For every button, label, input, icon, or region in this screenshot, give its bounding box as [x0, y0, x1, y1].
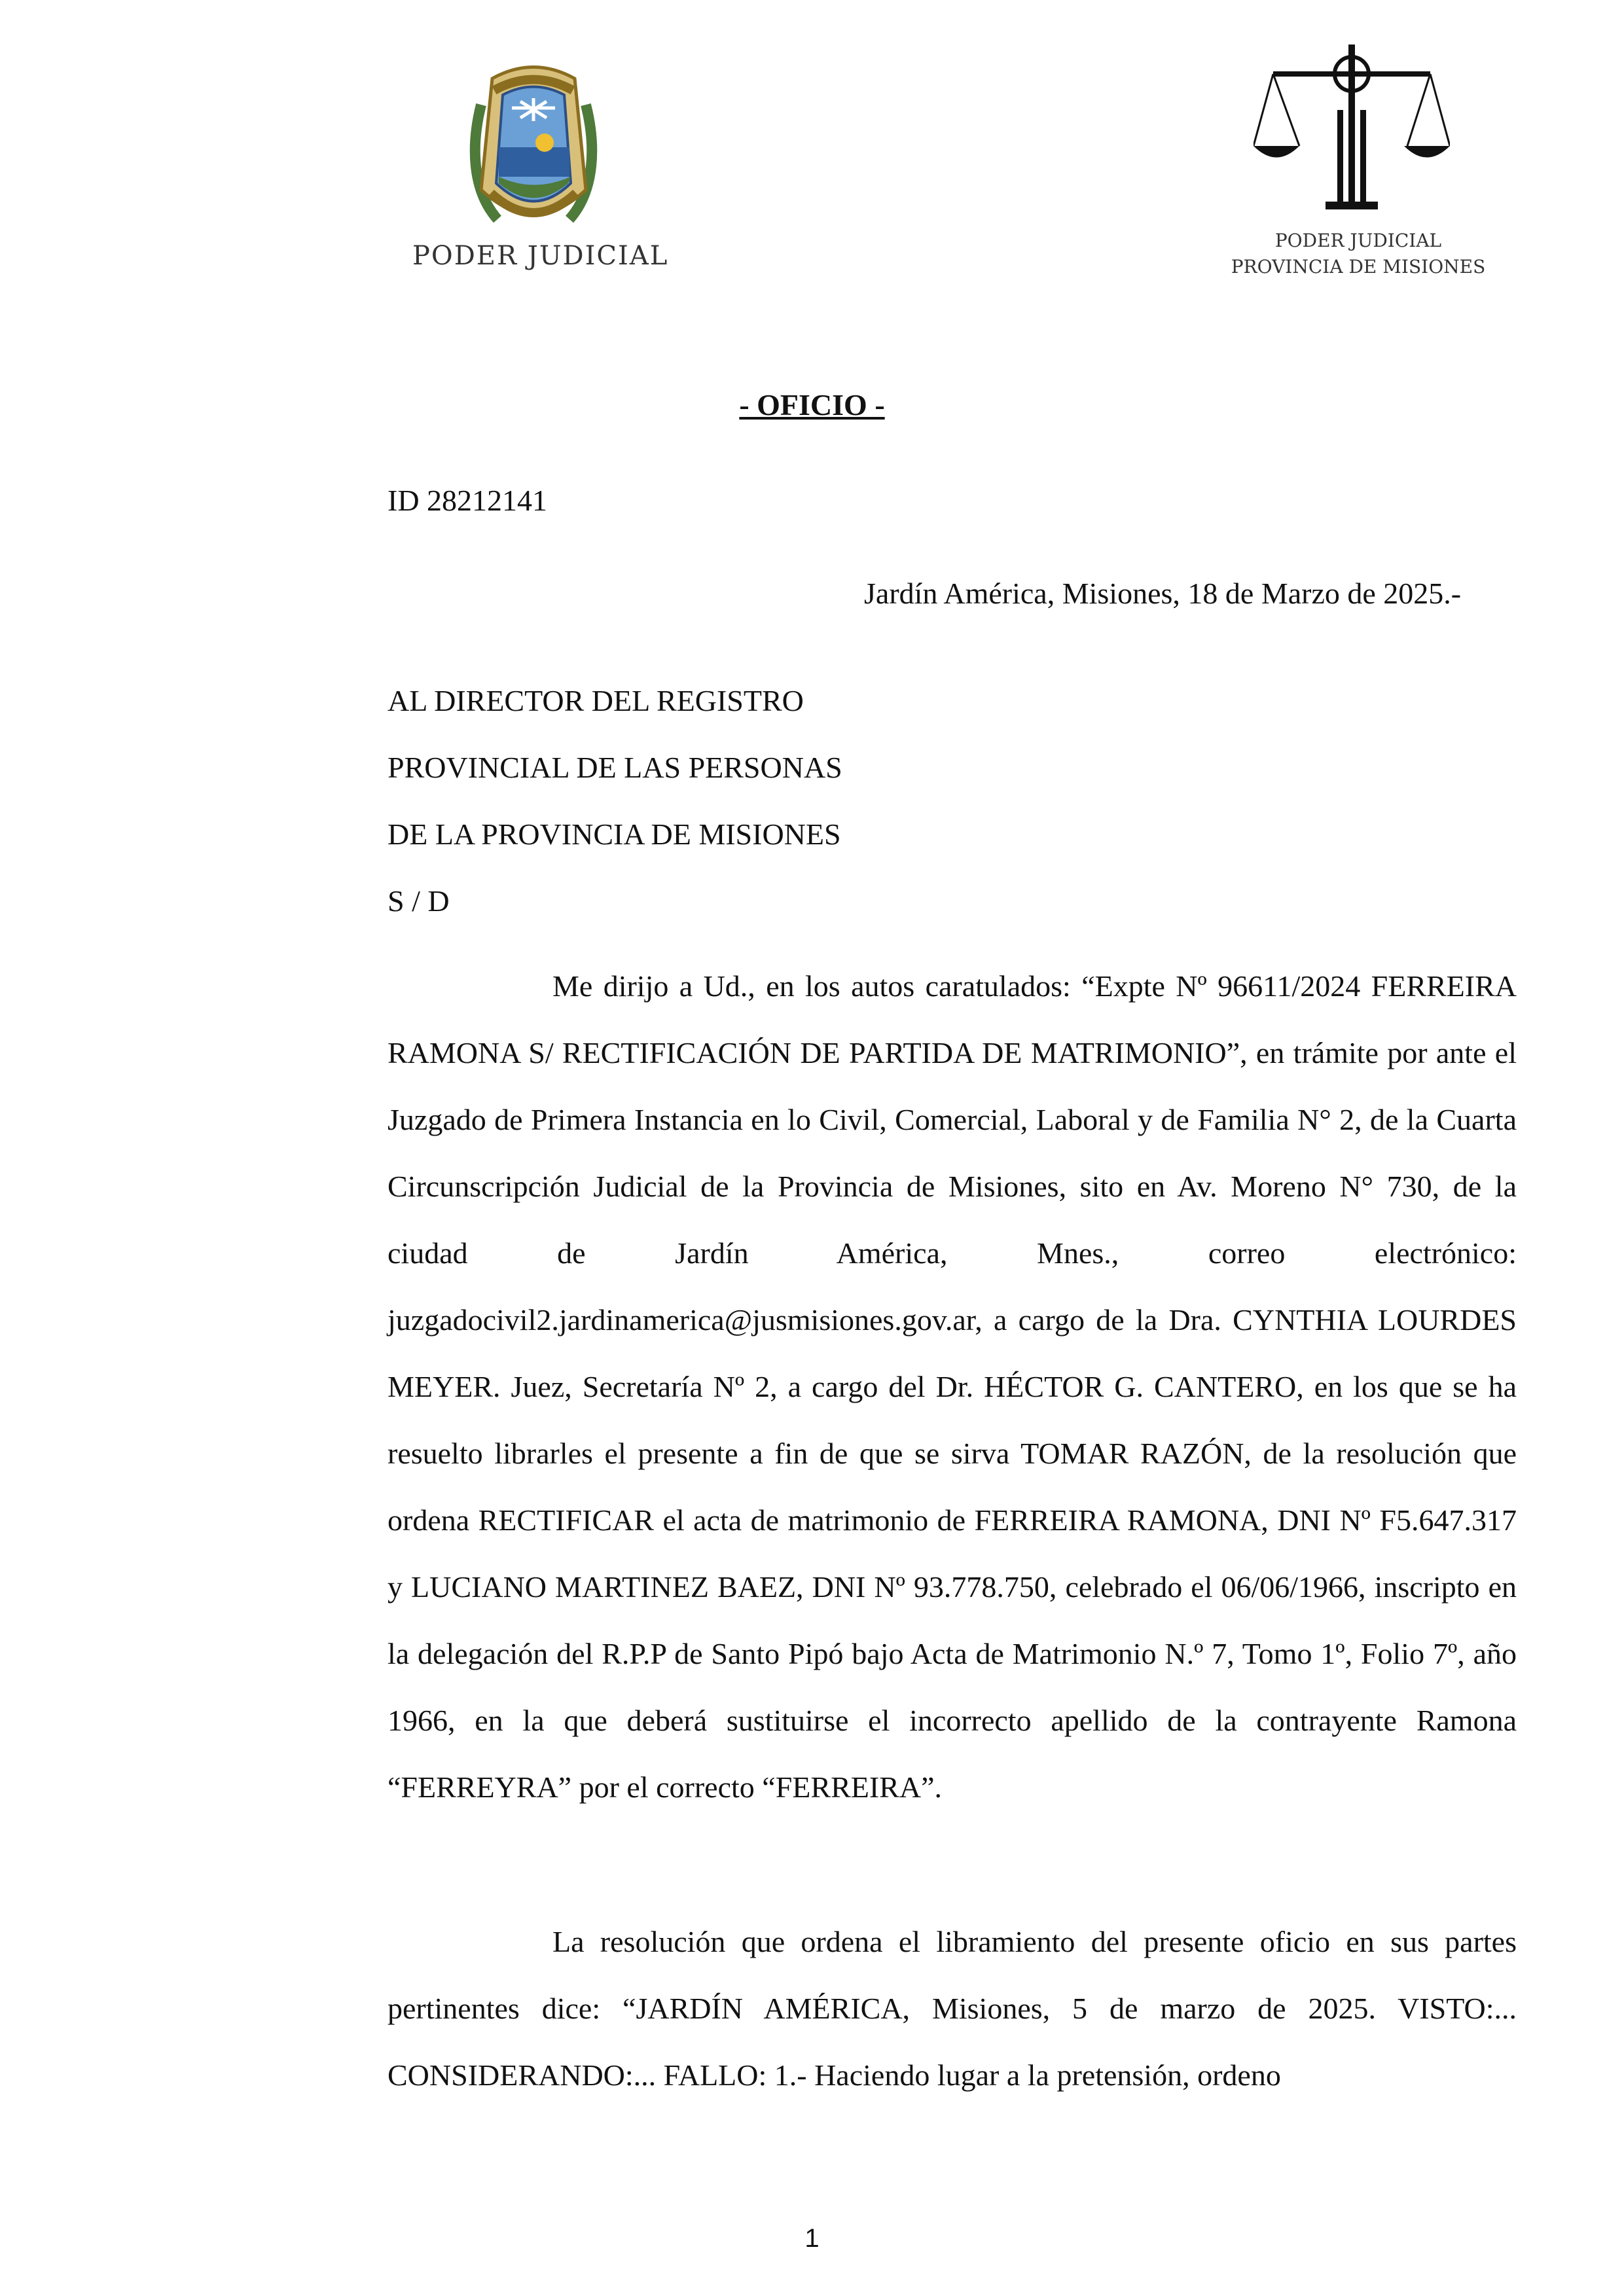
page-number: 1 — [804, 2224, 820, 2253]
right-logo — [1221, 38, 1496, 287]
recipient-line: PROVINCIAL DE LAS PERSONAS — [388, 751, 842, 784]
paragraph-1-text: Me dirijo a Ud., en los autos caratulados: “Expte Nº 96611/2024 FERREIRA RAMONA S/ RECTIFICACIÓN DE PARTIDA DE MATRIMONIO”, en trámite por ante el Juzgado de Primera Instancia en lo Civil, Comercial, Laboral y de Familia N° 2, de la Cuarta Circunscripción Judicial de la Provincia de Misiones, sito en Av. Moreno N° 730, de la ciudad de Jardín América, Mnes., correo electrónico: juzgadocivil2.jardinamerica@jusmisiones.gov.ar, a cargo de la Dra. CYNTHIA LOURDES MEYER. Juez, Secretaría Nº 2, a cargo del Dr. HÉCTOR G. CANTERO, en los que se ha resuelto librarles el presente a fin de que se sirva TOMAR RAZÓN, de la resolución que ordena RECTIFICAR el acta de matrimonio de FERREIRA RAMONA, DNI Nº F5.647.317 y LUCIANO MARTINEZ BAEZ, DNI Nº 93.778.750, celebrado el 06/06/1966, inscripto en la delegación del R.P.P de Santo Pipó bajo Acta de Matrimonio N.º 7, Tomo 1º, Folio 7º, año 1966, en la que deberá sustituirse el incorrecto apellido de la contrayente Ramona “FERREYRA” por el correcto “FERREIRA”. — [388, 969, 1517, 1804]
right-logo-caption — [1221, 228, 1496, 280]
scales-of-justice-icon — [1254, 38, 1450, 221]
paragraph-2-text: La resolución que ordena el libramiento del presente oficio en sus partes pertinentes dice: “JARDÍN AMÉRICA, Misiones, 5 de marzo de 2025. VISTO:... CONSIDERANDO:... FALLO: 1.- Haciendo lugar a la pretensión, ordeno — [388, 1925, 1517, 2092]
document-title: - OFICIO - — [739, 388, 885, 422]
recipient-line: AL DIRECTOR DEL REGISTRO — [388, 684, 804, 717]
right-logo-caption-line1: PODER JUDICIAL — [1274, 230, 1442, 251]
body-paragraph-1 — [388, 953, 1517, 1821]
provincia-de-misiones-seal-icon — [458, 59, 609, 242]
right-logo-caption-line2: PROVINCIA DE MISIONES — [1231, 256, 1486, 278]
left-logo-caption: PODER JUDICIAL — [412, 241, 669, 271]
document-id: ID 28212141 — [388, 484, 548, 517]
body-paragraph-2 — [388, 1909, 1517, 2109]
place-date: Jardín América, Misiones, 18 de Marzo de 2025.- — [864, 577, 1462, 610]
recipient-line: S / D — [388, 884, 450, 918]
recipient-line: DE LA PROVINCIA DE MISIONES — [388, 817, 841, 851]
recipient-block — [388, 668, 842, 935]
left-logo — [399, 59, 669, 285]
